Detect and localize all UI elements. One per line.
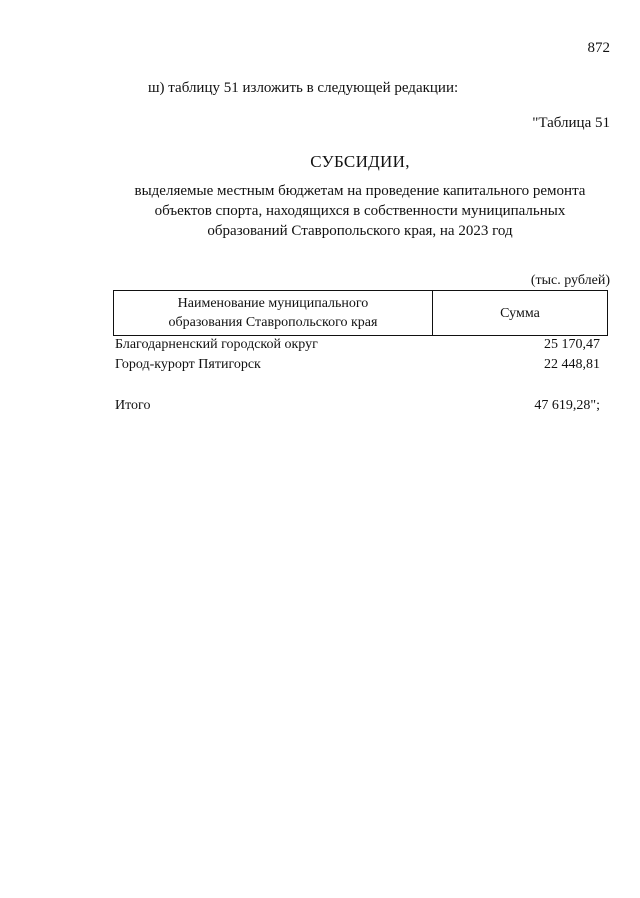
table-header-row xyxy=(114,291,608,336)
header-line: образования Ставропольского края xyxy=(168,315,378,330)
total-label: Итого xyxy=(115,398,151,413)
total-amount: 47 619,28"; xyxy=(534,398,600,413)
row-amount: 25 170,47 xyxy=(544,337,600,352)
intro-text: ш) таблицу 51 изложить в следующей редакции: xyxy=(148,80,459,96)
header-municipality-name xyxy=(114,291,433,336)
table-row xyxy=(115,337,600,353)
header-amount xyxy=(433,291,608,336)
document-subtitle xyxy=(120,181,600,241)
header-line: Сумма xyxy=(500,305,540,321)
unit-label: (тыс. рублей) xyxy=(530,273,610,288)
row-name: Благодарненский городской округ xyxy=(115,337,318,352)
row-amount: 22 448,81 xyxy=(544,357,600,372)
document-title: СУБСИДИИ, xyxy=(310,152,410,171)
row-name: Город-курорт Пятигорск xyxy=(115,357,261,372)
table-label: "Таблица 51 xyxy=(532,115,610,131)
subtitle-line: образований Ставропольского края, на 2023 год xyxy=(207,223,513,239)
table-row xyxy=(115,357,600,373)
header-line: Наименование муниципального xyxy=(177,296,369,311)
total-row xyxy=(115,398,600,414)
subtitle-line: выделяемые местным бюджетам на проведение капитального ремонта xyxy=(134,183,586,199)
page-number: 872 xyxy=(587,40,610,56)
subtitle-line: объектов спорта, находящихся в собственности муниципальных xyxy=(154,203,566,219)
subsidy-table-header xyxy=(113,290,608,336)
